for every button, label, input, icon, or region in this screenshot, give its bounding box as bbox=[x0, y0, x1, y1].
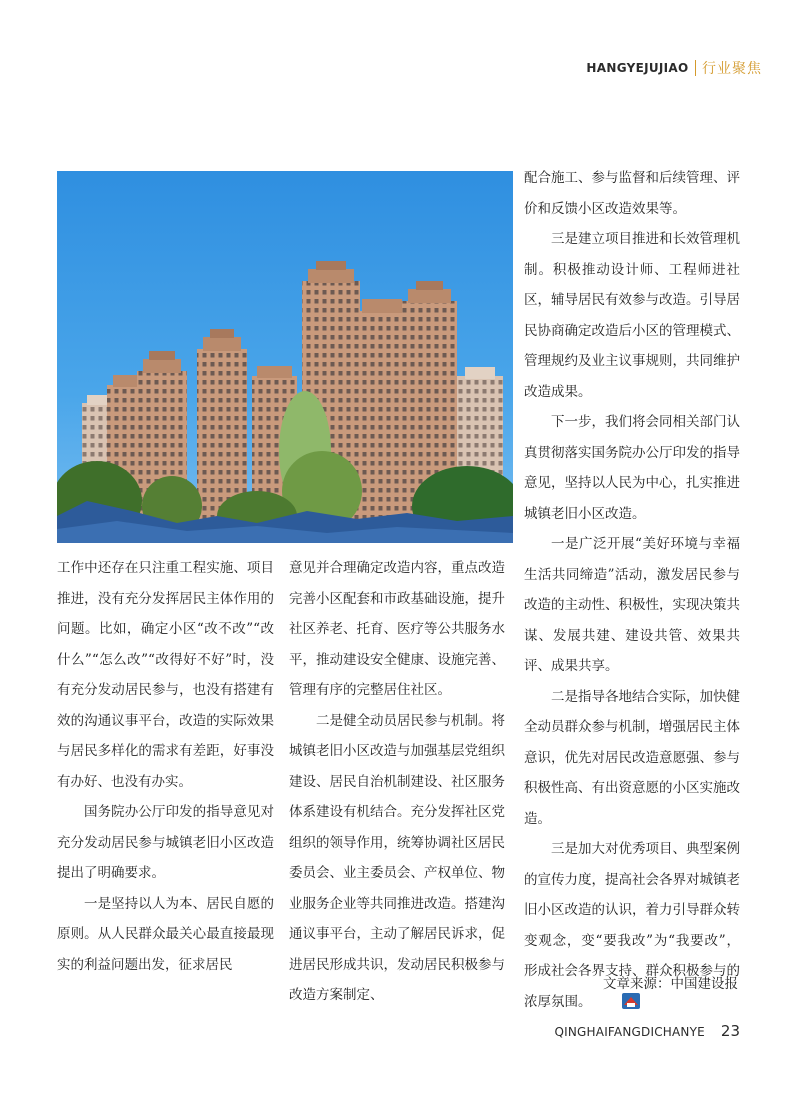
page-footer bbox=[555, 1022, 741, 1040]
paragraph: 一是广泛开展“美好环境与幸福生活共同缔造”活动，激发居民参与改造的主动性、积极性，实现决策共谋、发展共建、建设共管、效果共评、成果共享。 bbox=[524, 536, 740, 674]
section-name-english: HANGYEJUJIAO bbox=[586, 61, 689, 75]
magazine-name: QINGHAIFANGDICHANYE bbox=[554, 1025, 705, 1039]
page-number: 23 bbox=[720, 1022, 740, 1040]
article-source: 文章来源：中国建设报 bbox=[603, 976, 738, 992]
paragraph: 下一步，我们将会同相关部门认真贯彻落实国务院办公厅印发的指导意见，坚持以人民为中心，扎实推进城镇老旧小区改造。 bbox=[524, 414, 740, 522]
section-name-chinese: 行业聚焦 bbox=[702, 61, 762, 77]
text-column-1 bbox=[57, 553, 274, 980]
paragraph: 配合施工、参与监督和后续管理、评价和反馈小区改造效果等。 bbox=[524, 170, 740, 217]
paragraph: 国务院办公厅印发的指导意见对充分发动居民参与城镇老旧小区改造提出了明确要求。 bbox=[57, 804, 274, 881]
text-column-3 bbox=[524, 163, 740, 1017]
paragraph: 意见并合理确定改造内容，重点改造完善小区配套和市政基础设施，提升社区养老、托育、医疗等公共服务水平，推动建设安全健康、设施完善、管理有序的完整居住社区。 bbox=[289, 560, 505, 698]
paragraph: 三是建立项目推进和长效管理机制。积极推动设计师、工程师进社区，辅导居民有效参与改造。引导居民协商确定改造后小区的管理模式、管理规约及业主议事规则，共同维护改造成果。 bbox=[524, 231, 740, 400]
paragraph: 二是指导各地结合实际，加快健全动员群众参与机制，增强居民主体意识，优先对居民改造意愿强、参与积极性高、有出资意愿的小区实施改造。 bbox=[524, 688, 740, 827]
paragraph: 一是坚持以人为本、居民自愿的原则。从人民群众最关心最直接最现实的利益问题出发，征求居民 bbox=[57, 895, 274, 973]
residential-towers-photo bbox=[57, 171, 513, 543]
paragraph: 工作中还存在只注重工程实施、项目推进，没有充分发挥居民主体作用的问题。比如，确定小区“改不改”“改什么”“怎么改”“改得好不好”时，没有充分发动居民参与，也没有搭建有效的沟通议事平台，改造的实际效果与居民多样化的需求有差距，好事没有办好、也没有办实。 bbox=[57, 560, 274, 790]
paragraph: 二是健全动员居民参与机制。将城镇老旧小区改造与加强基层党组织建设、居民自治机制建设、社区服务体系建设有机结合。充分发挥社区党组织的领导作用，统筹协调社区居民委员会、业主委员会、产权单位、物业服务企业等共同推进改造。搭建沟通议事平台，主动了解居民诉求，促进居民形成共识，发动居民积极参与改造方案制定、 bbox=[289, 712, 505, 1003]
running-header bbox=[586, 58, 762, 78]
paragraph-text: 三是加大对优秀项目、典型案例的宣传力度，提高社会各界对城镇老旧小区改造的认识，着力引导群众转变观念，变“要我改”为“我要改”，形成社会各界支持、群众积极参与的浓厚氛围。 bbox=[524, 841, 740, 1010]
residential-towers-illustration bbox=[57, 171, 513, 543]
header-divider bbox=[695, 60, 697, 76]
text-column-2 bbox=[289, 553, 505, 1011]
